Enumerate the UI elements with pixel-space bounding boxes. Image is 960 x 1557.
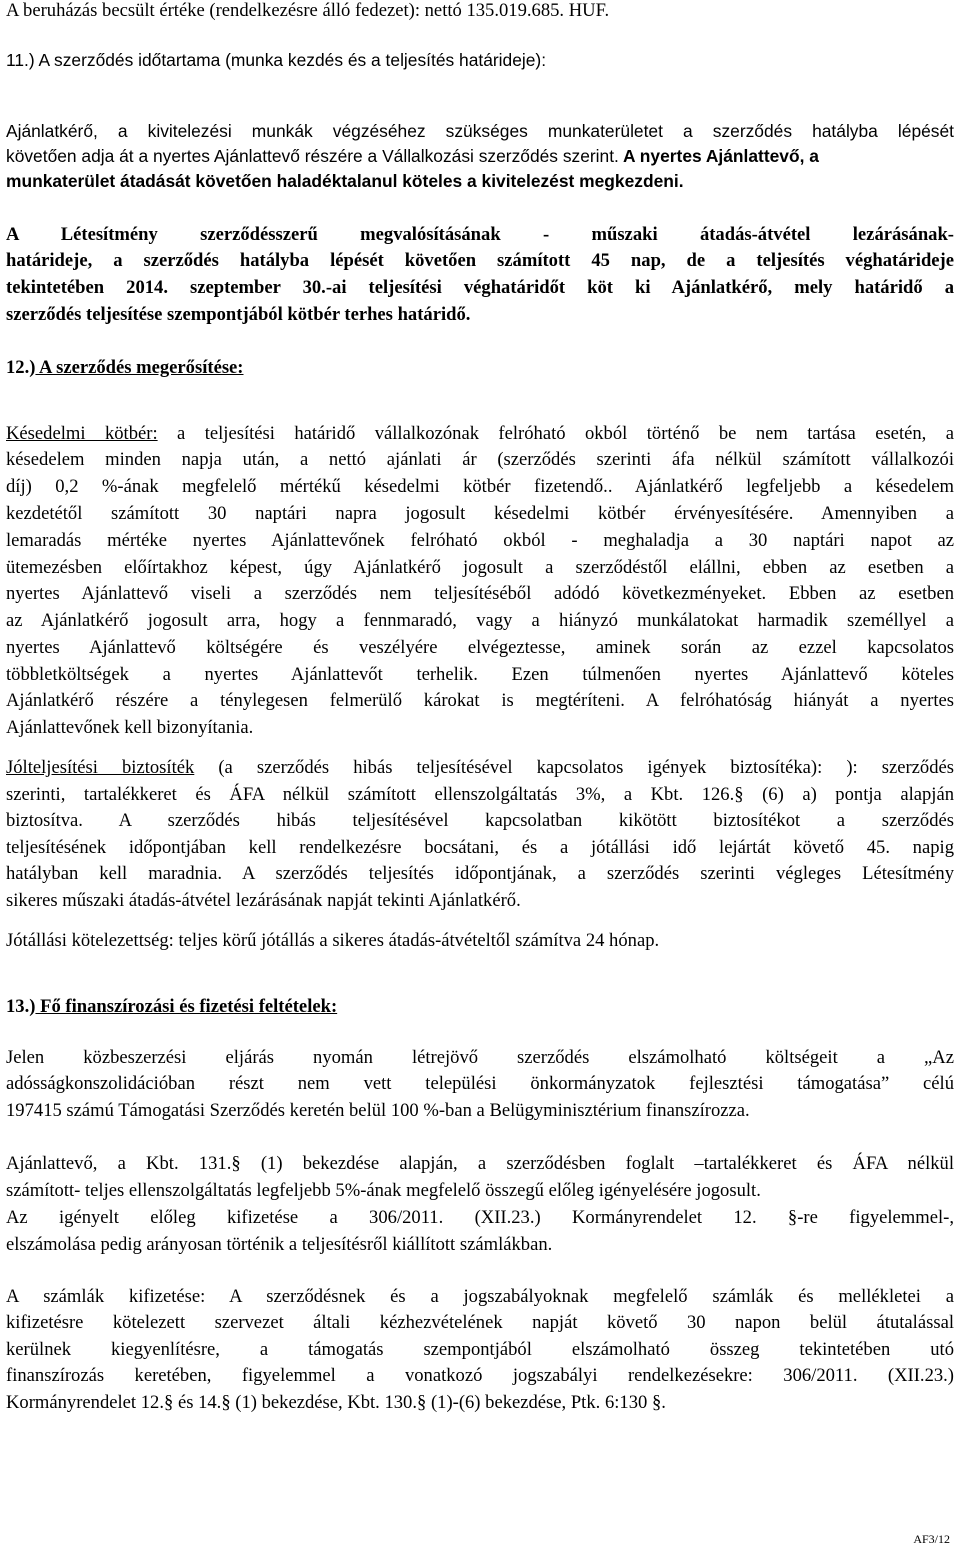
jolteljesitesi-line1-text: (a szerződés hibás teljesítésével kapcsolatos igények biztosítéka): ): szerződés	[194, 757, 955, 778]
jolteljesitesi-line5: hatályban kell maradnia. A szerződés teljesítés időpontjának, a szerződés szerinti végleges Létesítmény	[6, 863, 954, 884]
kesedelmi-line3: díj) 0,2 %-ának megfelelő mértékű késedelmi kötbér fizetendő.. Ajánlatkérő legfeljebb a késedelem	[6, 476, 954, 497]
section-12-heading	[6, 357, 954, 379]
section-11-para2-line3: tekintetében 2014. szeptember 30.-ai teljesítési véghatáridőt köt ki Ajánlatkérő, mely határidő a	[6, 277, 954, 298]
section-11-para2-line1: A Létesítmény szerződésszerű megvalósításának - műszaki átadás-átvétel lezárásának-	[6, 224, 954, 245]
jolteljesitesi-line6: sikeres műszaki átadás-átvétel lezárásának napját tekinti Ajánlatkérő.	[6, 890, 521, 911]
kesedelmi-label: Késedelmi kötbér:	[6, 423, 158, 444]
advance-line2: számított- teljes ellenszolgáltatás legfeljebb 5%-ának megfelelő összegű előleg igényelésére jogosult.	[6, 1180, 761, 1201]
funding-line2: adósságkonszolidációban részt nem vett települési önkormányzatok fejlesztési támogatása” célú	[6, 1073, 954, 1094]
kesedelmi-line5: lemaradás mértéke nyertes Ajánlattevőnek felróható okból - meghaladja a 30 naptári napot az	[6, 530, 954, 551]
section-11-heading: 11.) A szerződés időtartama (munka kezdés és a teljesítés határideje):	[6, 50, 547, 70]
section-11-para1-line3: munkaterület átadását követően haladéktalanul köteles a kivitelezést megkezdeni.	[6, 171, 684, 191]
kesedelmi-line4: kezdetétől számított 30 naptári napra jogosult késedelmi kötbér érvényesítésére. Amennyiben a	[6, 503, 954, 524]
funding-line1: Jelen közbeszerzési eljárás nyomán létrejövő szerződés elszámolható költségeit a „Az	[6, 1047, 954, 1068]
invoice-line4: finanszírozás keretében, figyelemmel a vonatkozó jogszabályi rendelkezésekre: 306/2011. (XII.23.)	[6, 1365, 954, 1386]
estimated-value-line: A beruházás becsült értéke (rendelkezésre álló fedezet): nettó 135.019.685. HUF.	[6, 0, 610, 21]
section-13-heading	[6, 996, 954, 1018]
advance-line3: Az igényelt előleg kifizetése a 306/2011. (XII.23.) Kormányrendelet 12. §-re figyelemmel-,	[6, 1207, 954, 1228]
advance-line4: elszámolása pedig arányosan történik a teljesítésről kiállított számlákban.	[6, 1234, 553, 1255]
kesedelmi-line9: nyertes Ajánlattevő költségére és veszélyére elvégeztesse, aminek során az ezzel kapcsolatos	[6, 637, 954, 658]
section-11-para2-line2: határideje, a szerződés hatályba lépését követően számított 45 nap, de a teljesítés véghatárideje	[6, 250, 954, 271]
invoice-line5: Kormányrendelet 12.§ és 14.§ (1) bekezdése, Kbt. 130.§ (1)-(6) bekezdése, Ptk. 6:130 §.	[6, 1392, 666, 1413]
jolteljesitesi-line1	[6, 757, 954, 779]
kesedelmi-line8: az Ajánlatkérő jogosult arra, hogy a fennmaradó, vagy a hiányzó munkálatokat harmadik személlyel a	[6, 610, 954, 631]
kesedelmi-line6: ütemezésben előírtakhoz képest, úgy Ajánlatkérő jogosult a szerződéstől elállni, ebben az esetben a	[6, 557, 954, 578]
section-12-title: A szerződés megerősítése:	[35, 357, 244, 378]
kesedelmi-line10: többletköltségek a nyertes Ajánlattevőt terhelik. Ezen túlmenően nyertes Ajánlattevő köteles	[6, 664, 954, 685]
kesedelmi-line1-text: a teljesítési határidő vállalkozónak felróható okból történő be nem tartása esetén, a	[157, 423, 954, 444]
section-13-title: Fő finanszírozási és fizetési feltételek:	[35, 996, 338, 1017]
section-11-para1-line2	[6, 145, 954, 167]
page-footer: AF3/12	[913, 1532, 950, 1546]
section-11-para1-line1: Ajánlatkérő, a kivitelezési munkák végzéséhez szükséges munkaterületet a szerződés hatályba lépését	[6, 121, 954, 141]
kesedelmi-line1	[6, 423, 954, 445]
kesedelmi-line12: Ajánlattevőnek kell bizonyítania.	[6, 717, 254, 738]
invoice-line3: kerülnek kiegyenlítésre, a támogatás szempontjából elszámolható összeg tekintetében utó	[6, 1339, 954, 1360]
para1-line2-normal: követően adja át a nyertes Ajánlattevő részére a Vállalkozási szerződés szerint.	[6, 146, 619, 166]
section-12-number: 12.)	[6, 357, 36, 378]
kesedelmi-line2: késedelem minden napja után, a nettó ajánlati ár (szerződés szerinti áfa nélkül számított vállalkozói	[6, 449, 954, 470]
section-13-number: 13.)	[6, 996, 36, 1017]
kesedelmi-line11: Ajánlatkérő részére a ténylegesen felmerülő károkat is megtéríteni. A felróhatóság hiányát a nyertes	[6, 690, 954, 711]
section-11-para2-line4: szerződés teljesítése szempontjából kötbér terhes határidő.	[6, 304, 471, 325]
invoice-line2: kifizetésre kötelezett szervezet általi kézhezvételének napját követő 30 napon belül átutalással	[6, 1312, 954, 1333]
jolteljesitesi-label: Jólteljesítési biztosíték	[6, 757, 195, 778]
funding-line3: 197415 számú Támogatási Szerződés keretén belül 100 %-ban a Belügyminisztérium finanszírozza.	[6, 1100, 750, 1121]
advance-line1: Ajánlattevő, a Kbt. 131.§ (1) bekezdése alapján, a szerződésben foglalt –tartalékkeret és ÁFA nélkül	[6, 1153, 954, 1174]
para1-line2-bold: A nyertes Ajánlattevő, a	[618, 146, 819, 166]
jolteljesitesi-line4: teljesítésének időpontjában kell rendelkezésre bocsátani, és a jótállási idő lejártát követő 45. napig	[6, 837, 954, 858]
jolteljesitesi-line2: szerinti, tartalékkeret és ÁFA nélkül számított ellenszolgáltatás 3%, a Kbt. 126.§ (6) a) pontja alapján	[6, 784, 954, 805]
kesedelmi-line7: nyertes Ajánlattevő viseli a szerződés nem teljesítéséből adódó következményeket. Ebben az esetben	[6, 583, 954, 604]
invoice-line1: A számlák kifizetése: A szerződésnek és a jogszabályoknak megfelelő számlák és mellékletei a	[6, 1286, 954, 1307]
jotallasi-line: Jótállási kötelezettség: teljes körű jótállás a sikeres átadás-átvételtől számítva 24 hónap.	[6, 930, 660, 951]
jolteljesitesi-line3: biztosítva. A szerződés hibás teljesítésével kapcsolatban kikötött biztosítékot a szerződés	[6, 810, 954, 831]
